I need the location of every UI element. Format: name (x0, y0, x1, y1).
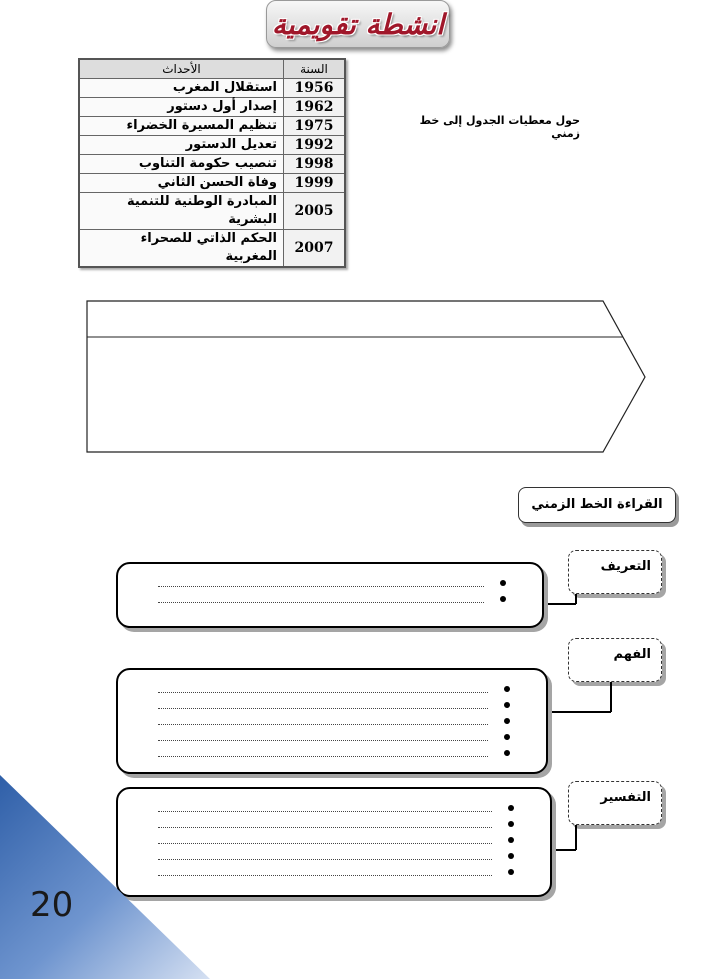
answer-line[interactable] (158, 867, 514, 881)
bullet-icon (508, 853, 514, 859)
answer-line[interactable] (158, 716, 510, 730)
bullet-icon (508, 869, 514, 875)
header-event: الأحداث (79, 59, 284, 79)
event-cell: المبادرة الوطنية للتنمية البشرية (79, 193, 284, 230)
table-row (79, 136, 345, 155)
event-cell: الحكم الذاتي للصحراء المغربية (79, 230, 284, 268)
bullet-icon (504, 686, 510, 692)
table-row (79, 79, 345, 98)
table-row (79, 98, 345, 117)
connector-line (575, 825, 577, 850)
dotted-line (158, 724, 488, 725)
dotted-line (158, 602, 484, 603)
answer-box[interactable] (116, 668, 548, 774)
table-row (79, 155, 345, 174)
connector-line (610, 682, 612, 712)
bullet-icon (508, 805, 514, 811)
event-cell: تعديل الدستور (79, 136, 284, 155)
answer-line[interactable] (158, 684, 510, 698)
event-cell: وفاة الحسن الثاني (79, 174, 284, 193)
page-number: 20 (30, 885, 74, 925)
bullet-icon (504, 750, 510, 756)
year-cell: 2005 (284, 193, 346, 230)
title-badge (266, 0, 450, 48)
bullet-icon (504, 734, 510, 740)
dotted-line (158, 740, 488, 741)
bullet-icon (508, 821, 514, 827)
connector-line (544, 603, 576, 605)
year-cell: 1999 (284, 174, 346, 193)
dotted-line (158, 756, 488, 757)
bullet-icon (500, 580, 506, 586)
bullet-icon (504, 702, 510, 708)
table-row (79, 193, 345, 230)
dotted-line (158, 708, 488, 709)
section-label: الفهم (568, 638, 662, 682)
event-cell: تنصيب حكومة التناوب (79, 155, 284, 174)
events-table (78, 58, 346, 268)
answer-line[interactable] (158, 819, 514, 833)
instruction-text: حول معطيات الجدول إلى خط زمني (419, 114, 580, 140)
reading-label: القراءة الخط الزمني (518, 487, 676, 523)
year-cell: 1962 (284, 98, 346, 117)
answer-line[interactable] (158, 748, 510, 762)
table-row (79, 174, 345, 193)
answer-line[interactable] (158, 851, 514, 865)
year-cell: 1998 (284, 155, 346, 174)
dotted-line (158, 692, 488, 693)
section-label: التفسير (568, 781, 662, 825)
year-cell: 1956 (284, 79, 346, 98)
dotted-line (158, 586, 484, 587)
page-title: انشطة تقويمية (271, 7, 445, 41)
answer-line[interactable] (158, 732, 510, 746)
answer-box[interactable] (116, 562, 544, 628)
answer-line[interactable] (158, 803, 514, 817)
section-label: التعريف (568, 550, 662, 594)
table-row (79, 230, 345, 268)
timeline-arrow-shape (86, 300, 646, 454)
table-header-row (79, 59, 345, 79)
answer-line[interactable] (158, 578, 506, 592)
answer-line[interactable] (158, 835, 514, 849)
header-year: السنة (284, 59, 346, 79)
bullet-icon (500, 596, 506, 602)
year-cell: 2007 (284, 230, 346, 268)
answer-line[interactable] (158, 594, 506, 608)
connector-line (548, 711, 611, 713)
table-row (79, 117, 345, 136)
event-cell: إصدار أول دستور (79, 98, 284, 117)
connector-line (552, 849, 576, 851)
bullet-icon (504, 718, 510, 724)
bullet-icon (508, 837, 514, 843)
page-corner-decoration (0, 775, 210, 979)
year-cell: 1975 (284, 117, 346, 136)
year-cell: 1992 (284, 136, 346, 155)
event-cell: استقلال المغرب (79, 79, 284, 98)
answer-line[interactable] (158, 700, 510, 714)
event-cell: تنظيم المسيرة الخضراء (79, 117, 284, 136)
